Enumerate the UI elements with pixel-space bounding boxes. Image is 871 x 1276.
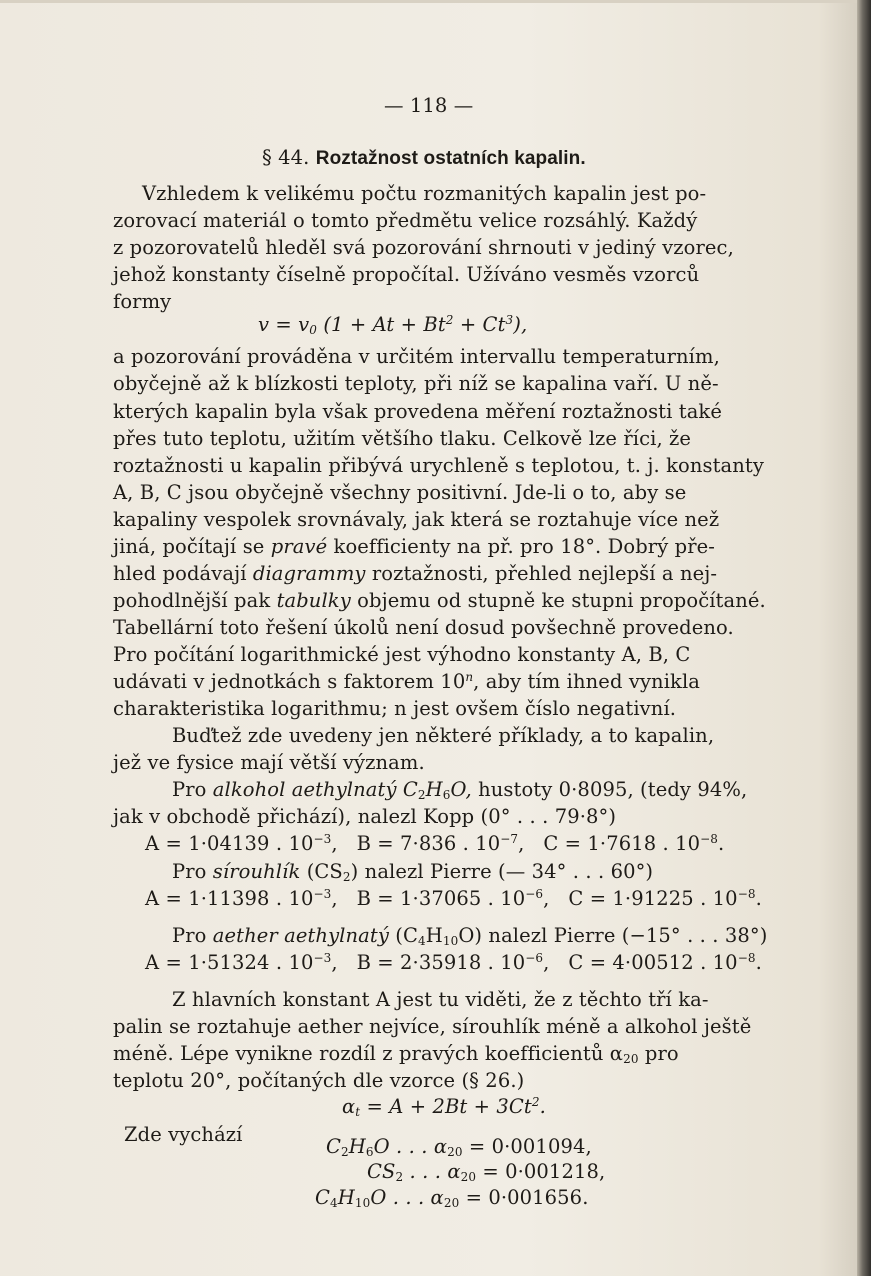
text-line: pohodlnější pak tabulky objemu od stupně ke stupni propočítané. xyxy=(113,589,766,612)
text-line: Tabellární toto řešení úkolů není dosud povšechně provedeno. xyxy=(113,616,734,639)
text-line: teplotu 20°, počítaných dle vzorce (§ 26.) xyxy=(113,1069,525,1092)
results-intro: Zde vychází xyxy=(124,1123,243,1146)
text-line: hled podávají diagrammy roztažnosti, přehled nejlepší a nej- xyxy=(113,562,718,585)
text-line: a pozorování prováděna v určitém intervallu temperaturním, xyxy=(113,345,720,368)
text-line: udávati v jednotkách s faktorem 10$^n$, aby tím ihned vynikla xyxy=(113,670,701,693)
text-line: zorovací materiál o tomto předmětu velice rozsáhlý. Každý xyxy=(113,209,698,232)
text-line: jiná, počítají se pravé koefficienty na př. pro 18°. Dobrý pře- xyxy=(113,535,715,558)
text-line: kterých kapalin byla však provedena měření roztažnosti také xyxy=(113,400,722,423)
text-line: formy xyxy=(113,290,172,313)
text-line: Vzhledem k velikému počtu rozmanitých kapalin jest po- xyxy=(142,182,707,205)
page-number: — 118 — xyxy=(384,94,474,117)
text-line: jež ve fysice mají větší význam. xyxy=(113,751,425,774)
result-cs2: $CS_2$ . . . $\alpha_{20} = 0\cdot 001218$, xyxy=(367,1160,606,1184)
text-line: Buďtež zde uvedeny jen některé příklady, a to kapalin, xyxy=(172,724,715,747)
text-line: charakteristika logarithmu; n jest ovšem číslo negativní. xyxy=(113,697,677,720)
text-line: jehož konstanty číselně propočítal. Užíváno vesměs vzorců xyxy=(113,263,700,286)
section-title: Roztažnost ostatních kapalin. xyxy=(315,148,586,169)
page-shadow-edge xyxy=(857,0,871,1276)
formula-alpha: $\alpha_t = A + 2Bt + 3Ct^2$. xyxy=(342,1095,546,1119)
text-line: roztažnosti u kapalin přibývá urychleně s teplotou, t. j. konstanty xyxy=(113,454,764,477)
top-rule xyxy=(0,0,871,3)
text-line: z pozorovatelů hleděl svá pozorování shrnouti v jediný vzorec, xyxy=(113,236,734,259)
constants-ether: A = 1·51324 . $10^{-3}$, B = 2·35918 . $10^{-6}$, C = 4·00512 . $10^{-8}$. xyxy=(145,951,762,974)
text-line: méně. Lépe vynikne rozdíl z pravých koefficientů $\alpha_{20}$ pro xyxy=(113,1042,679,1066)
text-line: jak v obchodě přichází), nalezl Kopp (0° . . . 79·8°) xyxy=(113,805,617,828)
text-line: Pro aether aethylnatý $(C_4H_{10}O)$ nalezl Pierre (−15° . . . 38°) xyxy=(172,924,768,948)
section-number: § 44. xyxy=(262,146,310,169)
constants-cs2: A = 1·11398 . $10^{-3}$, B = 1·37065 . $10^{-6}$, C = 1·91225 . $10^{-8}$. xyxy=(145,887,762,910)
text-line: Pro sírouhlík $(CS_2)$ nalezl Pierre (— 34° . . . 60°) xyxy=(172,860,654,884)
result-ether: $C_4H_{10}O$ . . . $\alpha_{20} = 0\cdot 001656$. xyxy=(315,1186,589,1210)
text-line: kapaliny vespolek srovnávaly, jak která se roztahuje více než xyxy=(113,508,720,531)
text-line: Pro počítání logarithmické jest výhodno konstanty A, B, C xyxy=(113,643,691,666)
section-heading xyxy=(262,146,586,170)
text-line: přes tuto teplotu, užitím většího tlaku. Celkově lze říci, že xyxy=(113,427,692,450)
constants-alcohol: A = 1·04139 . $10^{-3}$, B = 7·836 . $10^{-7}$, C = 1·7618 . $10^{-8}$. xyxy=(145,832,725,855)
text-line: A, B, C jsou obyčejně všechny positivní. Jde-li o to, aby se xyxy=(113,481,687,504)
formula-expansion: $v = v_0$ $(1 + At + Bt^2 + Ct^3)$, xyxy=(258,313,528,337)
text-line: Z hlavních konstant A jest tu viděti, že z těchto tří ka- xyxy=(172,988,709,1011)
result-alcohol: $C_2H_6O$ . . . $\alpha_{20} = 0\cdot 001094$, xyxy=(326,1135,592,1159)
text-line: obyčejně až k blízkosti teploty, při níž se kapalina vaří. U ně- xyxy=(113,372,719,395)
text-line: Pro alkohol aethylnatý $C_2H_6O$, hustoty 0·8095, (tedy 94%, xyxy=(172,778,748,802)
text-line: palin se roztahuje aether nejvíce, sírouhlík méně a alkohol ještě xyxy=(113,1015,752,1038)
